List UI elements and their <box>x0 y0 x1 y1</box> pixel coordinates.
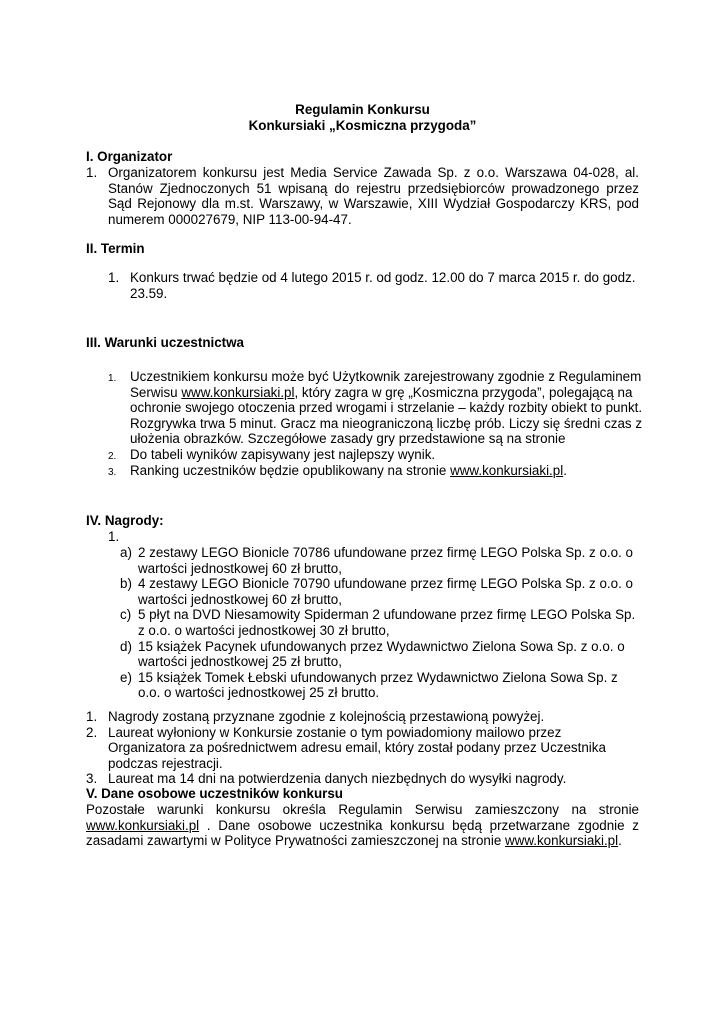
document-title: Regulamin Konkursu <box>295 102 430 117</box>
list-number: 2. <box>108 450 117 462</box>
section-heading-conditions: III. Warunki uczestnictwa <box>86 335 244 350</box>
prize-letter: d) <box>120 638 132 654</box>
section-heading-term: II. Termin <box>86 241 145 256</box>
list-item-text: Laureat ma 14 dni na potwierdzenia danych niezbędnych do wysyłki nagrody. <box>108 771 567 787</box>
prize-text: 2 zestawy LEGO Bionicle 70786 ufundowane przez firmę LEGO Polska Sp. z o.o. o wartości jednostkowej 60 zł brutto, <box>138 545 633 576</box>
list-item <box>86 725 642 772</box>
list-item-text: Organizatorem konkursu jest Media Service Zawada Sp. z o.o. Warszawa 04-028, al. Stanów Zjednoczonych 51 wpisaną do rejestru przedsiębiorców prowadzonego przez Sąd Rejonowy dla m.st. Warszawy, w Warszawie, XIII Wydział Gospodarczy KRS, pod numerem 000027679, NIP 113-00-94-47. <box>108 165 639 227</box>
term-list <box>108 270 639 301</box>
website-link[interactable]: www.konkursiaki.pl <box>86 817 200 833</box>
prize-letter: a) <box>120 545 132 560</box>
prize-item <box>120 639 642 670</box>
prize-text: 15 książek Tomek Łebski ufundowanych przez Wydawnictwo Zielona Sowa Sp. z o.o. o wartości jednostkowej 25 zł brutto. <box>138 669 618 701</box>
website-link[interactable]: www.konkursiaki.pl <box>504 833 619 849</box>
list-number: 2. <box>86 724 98 740</box>
section-heading-organizer: I. Organizator <box>86 149 173 164</box>
list-number: 3. <box>108 466 117 478</box>
list-number: 1. <box>108 373 117 384</box>
website-link[interactable]: www.konkursiaki.pl <box>450 462 564 478</box>
website-link[interactable]: www.konkursiaki.pl <box>181 384 295 400</box>
section-heading-prizes: IV. Nagrody: <box>86 513 164 528</box>
prize-number: 1. <box>108 529 120 544</box>
list-item <box>108 270 639 301</box>
prize-text: 4 zestawy LEGO Bionicle 70790 ufundowane przez firmę LEGO Polska Sp. z o.o. o wartości jednostkowej 60 zł brutto, <box>138 576 633 607</box>
organizer-list <box>86 165 639 227</box>
text-segment: , który zagra w grę „Kosmiczna przygoda”, polegającą na ochronie swojego otoczenia przed wrogami i strzelanie – każdy rozbity obiekt to punkt. Rozgrywka trwa 5 minut. Gracz ma nieograniczoną liczbę prób. Liczy się średni czas z ułożenia obrazków. Szczegółowe zasady gry przedstawione są na stronie <box>130 384 643 447</box>
prize-text: 15 książek Pacynek ufundowanych przez Wydawnictwo Zielona Sowa Sp. z o.o. o wartości jednostkowej 25 zł brutto, <box>138 638 625 670</box>
list-item <box>108 369 643 447</box>
text-segment: Pozostałe warunki konkursu określa Regulamin Serwisu zamieszczony na stronie <box>86 802 639 817</box>
list-item <box>86 771 642 787</box>
list-item <box>86 709 642 725</box>
list-number: 1. <box>86 709 98 724</box>
list-item-text: Konkurs trwać będzie od 4 lutego 2015 r. od godz. 12.00 do 7 marca 2015 r. do godz. 23.59. <box>130 270 636 301</box>
list-item-text: Laureat wyłoniony w Konkursie zostanie o tym powiadomiony mailowo przez Organizatora za pośrednictwem adresu email, który został podany przez Uczestnika podczas rejestracji. <box>108 724 606 771</box>
prize-item <box>120 670 642 701</box>
list-item <box>86 165 639 227</box>
list-item-text <box>130 463 643 479</box>
document-subtitle: Konkursiaki „Kosmiczna przygoda” <box>248 118 477 133</box>
text-segment: Ranking uczestników będzie opublikowany na stronie <box>130 462 451 478</box>
text-segment: Uczestnikiem konkursu może być Użytkownik zarejestrowany zgodnie z Regulaminem Serwisu <box>130 369 642 400</box>
prize-letter: c) <box>120 607 132 623</box>
list-number: 1. <box>86 165 98 180</box>
list-item-text <box>130 369 643 447</box>
list-number: 1. <box>108 270 120 285</box>
list-item <box>108 447 643 463</box>
list-item-text: Nagrody zostaną przyznane zgodnie z kolejnością przestawioną powyżej. <box>108 709 545 724</box>
prize-letter: b) <box>120 576 132 592</box>
prize-letter: e) <box>120 669 132 685</box>
text-segment: . <box>618 833 622 849</box>
prize-item <box>120 545 642 576</box>
list-number: 3. <box>86 771 98 787</box>
prize-item <box>120 576 642 607</box>
conditions-list <box>108 369 643 478</box>
text-segment: . Dane osobowe uczestnika konkursu będą przetwarzane zgodnie z zasadami zawartymi w Polityce Prywatności zamieszczonej na stronie <box>86 817 639 849</box>
personal-data-paragraph <box>86 802 639 849</box>
prize-text: 5 płyt na DVD Niesamowity Spiderman 2 ufundowane przez firmę LEGO Polska Sp. z o.o. o wartości jednostkowej 30 zł brutto, <box>138 607 636 638</box>
section-heading-personal-data: V. Dane osobowe uczestników konkursu <box>86 786 343 801</box>
list-item <box>108 463 643 479</box>
text-segment: . <box>563 462 567 478</box>
prize-sublist <box>120 545 642 701</box>
prize-item <box>120 607 642 638</box>
prize-rules-list <box>86 709 642 787</box>
list-item-text: Do tabeli wyników zapisywany jest najlepszy wynik. <box>130 446 436 462</box>
